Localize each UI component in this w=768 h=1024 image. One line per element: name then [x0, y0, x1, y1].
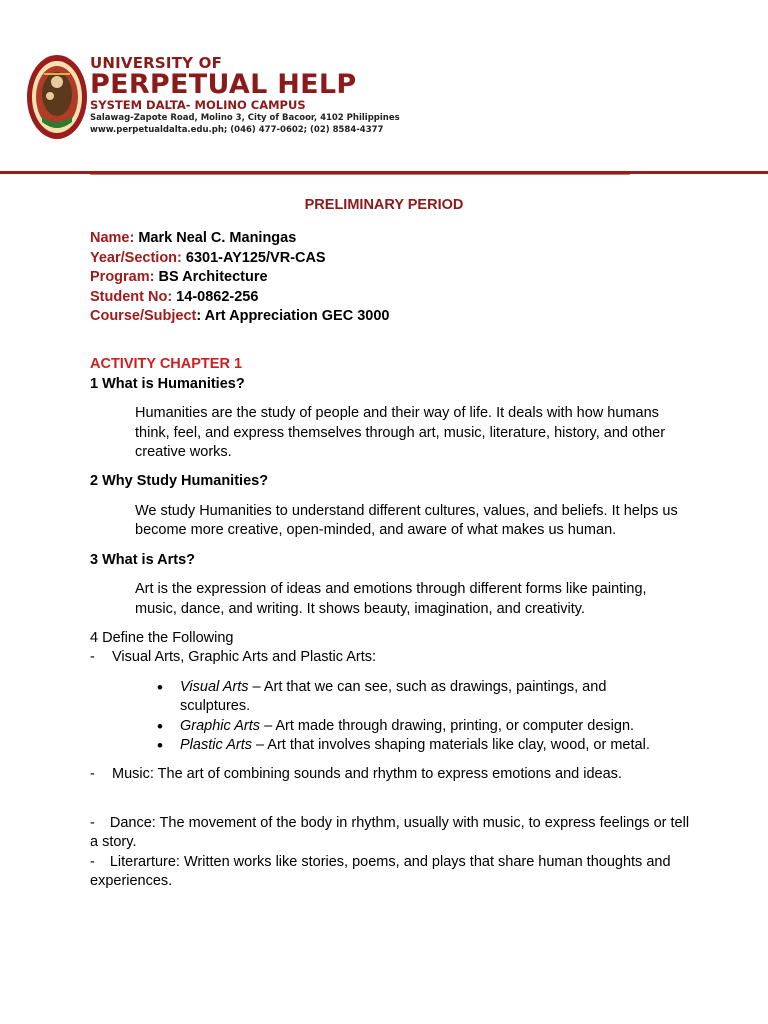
- dash-item-dance: - Dance: The movement of the body in rhythm, usually with music, to express feelings or tell a story.: [90, 814, 690, 851]
- question-3: 3 What is Arts?: [90, 551, 196, 568]
- field-program: Program: BS Architecture: [90, 269, 268, 286]
- field-name: Name: Mark Neal C. Maningas: [90, 230, 297, 247]
- dash-item-literature: - Literarture: Written works like stories, poems, and plays that share human thoughts and experiences.: [90, 853, 671, 889]
- university-of-text: UNIVERSITY OF: [90, 54, 223, 72]
- contact-text: www.perpetualdalta.edu.ph; (046) 477-0602; (02) 8584-4377: [90, 125, 384, 135]
- answer-1: Humanities are the study of people and their way of life. It deals with how humans think, feel, and express themselves through art, music, literature, history, and other creative works.: [135, 405, 666, 461]
- question-4: 4 Define the Following: [90, 629, 234, 646]
- university-seal-icon: [26, 54, 88, 140]
- arts-bullet-list: [90, 678, 690, 756]
- document-body: [90, 196, 690, 891]
- activity-heading: ACTIVITY CHAPTER 1: [90, 356, 243, 373]
- university-name-block: [90, 55, 400, 136]
- answer-2: We study Humanities to understand different cultures, values, and beliefs. It helps us become more creative, open-minded, and aware of what makes us human.: [135, 502, 678, 539]
- header-divider-thin: [90, 174, 630, 175]
- question-2: 2 Why Study Humanities?: [90, 473, 269, 490]
- field-student-no: Student No: 14-0862-256: [90, 288, 259, 305]
- perpetual-help-text: PERPETUAL HELP: [90, 69, 357, 100]
- dash-item-visual-arts: - Visual Arts, Graphic Arts and Plastic Arts:: [90, 649, 377, 666]
- field-year-section: Year/Section: 6301-AY125/VR-CAS: [90, 249, 326, 266]
- list-item: • Graphic Arts – Art made through drawing, printing, or computer design.: [90, 717, 680, 736]
- answer-3: Art is the expression of ideas and emotions through different forms like painting, music, dance, and writing. It shows beauty, imagination, and creativity.: [135, 581, 647, 617]
- field-course-subject: Course/Subject: Art Appreciation GEC 3000: [90, 308, 390, 325]
- address-text: Salawag-Zapote Road, Molino 3, City of Bacoor, 4102 Philippines: [90, 113, 400, 123]
- letterhead: [0, 0, 768, 180]
- period-title: PRELIMINARY PERIOD: [304, 197, 464, 213]
- question-1: 1 What is Humanities?: [90, 375, 245, 392]
- campus-text: SYSTEM DALTA- MOLINO CAMPUS: [90, 98, 306, 112]
- list-item: • Visual Arts – Art that we can see, such as drawings, paintings, and sculptures.: [90, 678, 680, 717]
- dash-item-music: - Music: The art of combining sounds and rhythm to express emotions and ideas.: [90, 766, 622, 783]
- list-item: • Plastic Arts – Art that involves shaping materials like clay, wood, or metal.: [90, 736, 680, 755]
